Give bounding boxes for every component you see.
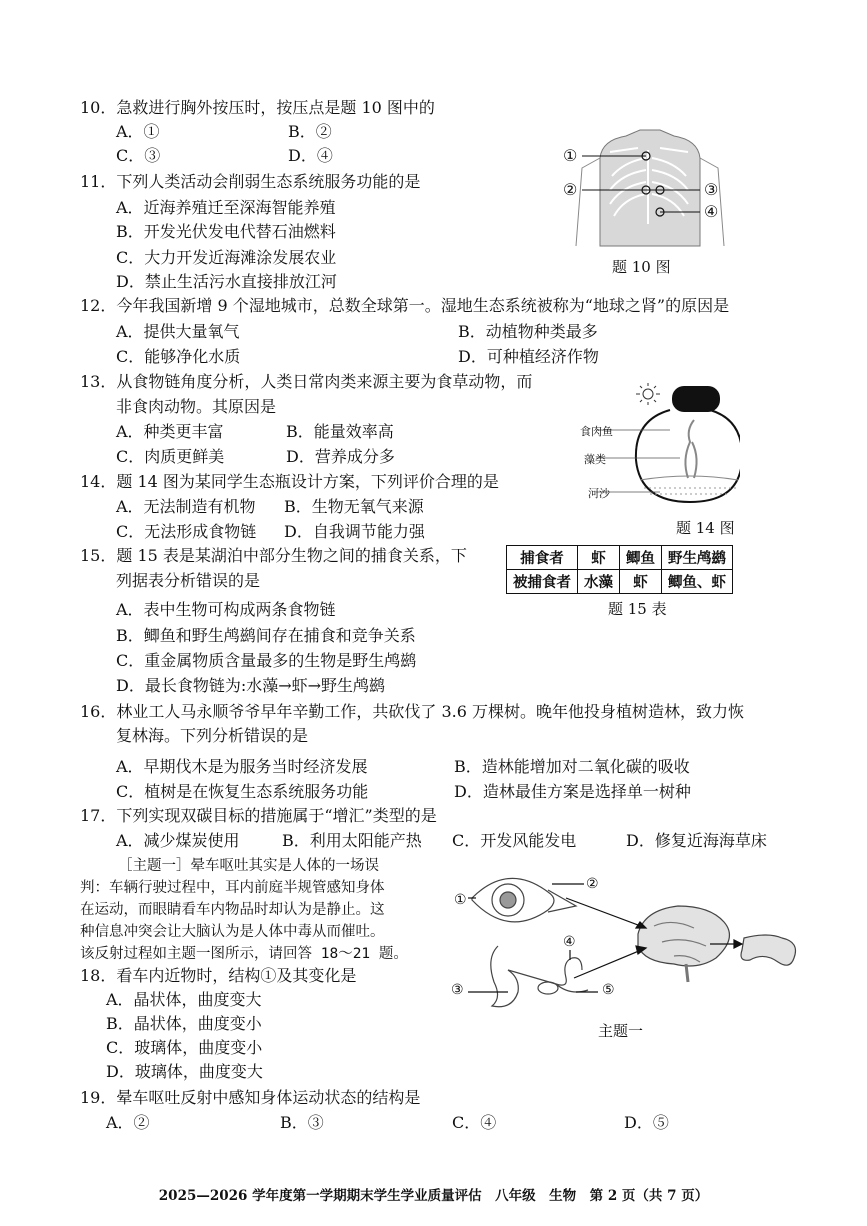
fig10-caption: 题 10 图 (612, 258, 671, 276)
fig10-marker-1: ① (563, 146, 578, 165)
table-cell: 虾 (620, 570, 662, 594)
q18-option-c: C．玻璃体，曲度变小 (106, 1038, 263, 1057)
theme1-caption: 主题一 (598, 1022, 644, 1040)
q11-option-c: C．大力开发近海滩涂发展农业 (116, 248, 337, 267)
fig10-marker-4: ④ (704, 202, 719, 221)
fig14-label-fish: 食肉鱼 (580, 425, 613, 438)
q14-stem: 14．题 14 图为某同学生态瓶设计方案，下列评价合理的是 (80, 472, 499, 491)
q15-option-a: A．表中生物可构成两条食物链 (116, 600, 336, 619)
theme1-line4: 种信息冲突会让大脑认为是人体中毒从而催吐。 (80, 924, 385, 940)
q15-stem-line2: 列据表分析错误的是 (116, 571, 261, 590)
theme1-marker-1: ① (454, 892, 467, 908)
q16-option-b: B．造林能增加对二氧化碳的吸收 (454, 757, 690, 776)
q13-option-d: D．营养成分多 (286, 447, 395, 466)
q19-option-a: A．② (106, 1113, 150, 1132)
q18-option-b: B．晶状体，曲度变小 (106, 1014, 262, 1033)
q14-option-d: D．自我调节能力强 (284, 522, 425, 541)
q16-option-d: D．造林最佳方案是选择单一树种 (454, 782, 691, 801)
table-row (507, 570, 733, 594)
q17-option-d: D．修复近海海草床 (626, 831, 767, 850)
q16-stem-line1: 16．林业工人马永顺爷爷早年辛勤工作，共砍伐了 3.6 万棵树。晚年他投身植树造林，致力恢 (80, 702, 744, 721)
q19-stem: 19．晕车呕吐反射中感知身体运动状态的结构是 (80, 1088, 421, 1107)
theme1-line2: 判：车辆行驶过程中，耳内前庭半规管感知身体 (80, 880, 385, 896)
table-cell: 水藻 (578, 570, 620, 594)
q10-option-d: D．④ (288, 146, 333, 165)
table-cell: 捕食者 (507, 546, 578, 570)
q13-option-b: B．能量效率高 (286, 422, 394, 441)
q13-option-a: A．种类更丰富 (116, 422, 224, 441)
q11-stem: 11．下列人类活动会削弱生态系统服务功能的是 (80, 172, 421, 191)
q10-option-a: A．① (116, 122, 160, 141)
q13-option-c: C．肉质更鲜美 (116, 447, 225, 466)
q17-stem: 17．下列实现双碳目标的措施属于“增汇”类型的是 (80, 806, 437, 825)
table-cell: 鲫鱼 (620, 546, 662, 570)
theme1-line3: 在运动，而眼睛看车内物品时却认为是静止。这 (80, 902, 385, 918)
theme1-line5: 该反射过程如主题一图所示，请回答 18～21 题。 (80, 946, 408, 962)
theme1-reflex-diagram (448, 866, 820, 1016)
table-15-predation (506, 545, 733, 594)
q11-option-a: A．近海养殖迁至深海智能养殖 (116, 198, 336, 217)
figure-14-eco-bottle (560, 380, 740, 510)
theme1-marker-2: ② (586, 876, 599, 892)
q19-option-c: C．④ (452, 1113, 497, 1132)
q14-option-a: A．无法制造有机物 (116, 497, 256, 516)
q17-option-a: A．减少煤炭使用 (116, 831, 240, 850)
q10-stem: 10．急救进行胸外按压时，按压点是题 10 图中的 (80, 98, 435, 117)
q14-option-c: C．无法形成食物链 (116, 522, 257, 541)
q11-option-d: D．禁止生活污水直接排放江河 (116, 272, 337, 291)
q12-stem: 12．今年我国新增 9 个湿地城市，总数全球第一。湿地生态系统被称为“地球之肾”的原因是 (80, 296, 730, 315)
fig10-marker-2: ② (563, 180, 578, 199)
q10-option-c: C．③ (116, 146, 161, 165)
theme1-marker-3: ③ (451, 982, 464, 998)
fig14-label-sand: 河沙 (588, 487, 610, 500)
q12-option-b: B．动植物种类最多 (458, 322, 598, 341)
table-cell: 虾 (578, 546, 620, 570)
q18-option-d: D．玻璃体，曲度变大 (106, 1062, 263, 1081)
table-row (507, 546, 733, 570)
q17-option-c: C．开发风能发电 (452, 831, 577, 850)
q13-stem-line2: 非食肉动物。其原因是 (116, 397, 277, 416)
q16-option-a: A．早期伐木是为服务当时经济发展 (116, 757, 368, 776)
q15-stem-line1: 15．题 15 表是某湖泊中部分生物之间的捕食关系，下 (80, 546, 467, 565)
page-footer: 2025—2026 学年度第一学期期末学生学业质量评估 八年级 生物 第 2 页（共 7 页） (158, 1188, 709, 1204)
table-cell: 野生鸬鹚 (662, 546, 733, 570)
q12-option-d: D．可种植经济作物 (458, 347, 599, 366)
q19-option-d: D．⑤ (624, 1113, 669, 1132)
q15-option-c: C．重金属物质含量最多的生物是野生鸬鹚 (116, 651, 417, 670)
q13-stem-line1: 13．从食物链角度分析，人类日常肉类来源主要为食草动物，而 (80, 372, 533, 391)
theme1-line1: ［主题一］晕车呕吐其实是人体的一场误 (118, 858, 379, 874)
theme1-marker-4: ④ (563, 934, 576, 950)
fig14-label-algae: 藻类 (584, 453, 606, 466)
q15-option-d: D．最长食物链为:水藻→虾→野生鸬鹚 (116, 676, 386, 695)
q12-option-a: A．提供大量氧气 (116, 322, 240, 341)
q11-option-b: B．开发光伏发电代替石油燃料 (116, 222, 336, 241)
q14-option-b: B．生物无氧气来源 (284, 497, 424, 516)
table-cell: 被捕食者 (507, 570, 578, 594)
fig10-marker-3: ③ (704, 180, 719, 199)
theme1-marker-5: ⑤ (602, 982, 615, 998)
q16-option-c: C．植树是在恢复生态系统服务功能 (116, 782, 369, 801)
q10-option-b: B．② (288, 122, 332, 141)
q19-option-b: B．③ (280, 1113, 324, 1132)
table-cell: 鲫鱼、虾 (662, 570, 733, 594)
q18-stem: 18．看车内近物时，结构①及其变化是 (80, 966, 357, 985)
q16-stem-line2: 复林海。下列分析错误的是 (116, 726, 309, 745)
fig14-caption: 题 14 图 (676, 519, 735, 537)
q18-option-a: A．晶状体，曲度变大 (106, 990, 262, 1009)
q12-option-c: C．能够净化水质 (116, 347, 241, 366)
table15-caption: 题 15 表 (608, 600, 667, 618)
q17-option-b: B．利用太阳能产热 (282, 831, 422, 850)
q15-option-b: B．鲫鱼和野生鸬鹚间存在捕食和竞争关系 (116, 626, 416, 645)
